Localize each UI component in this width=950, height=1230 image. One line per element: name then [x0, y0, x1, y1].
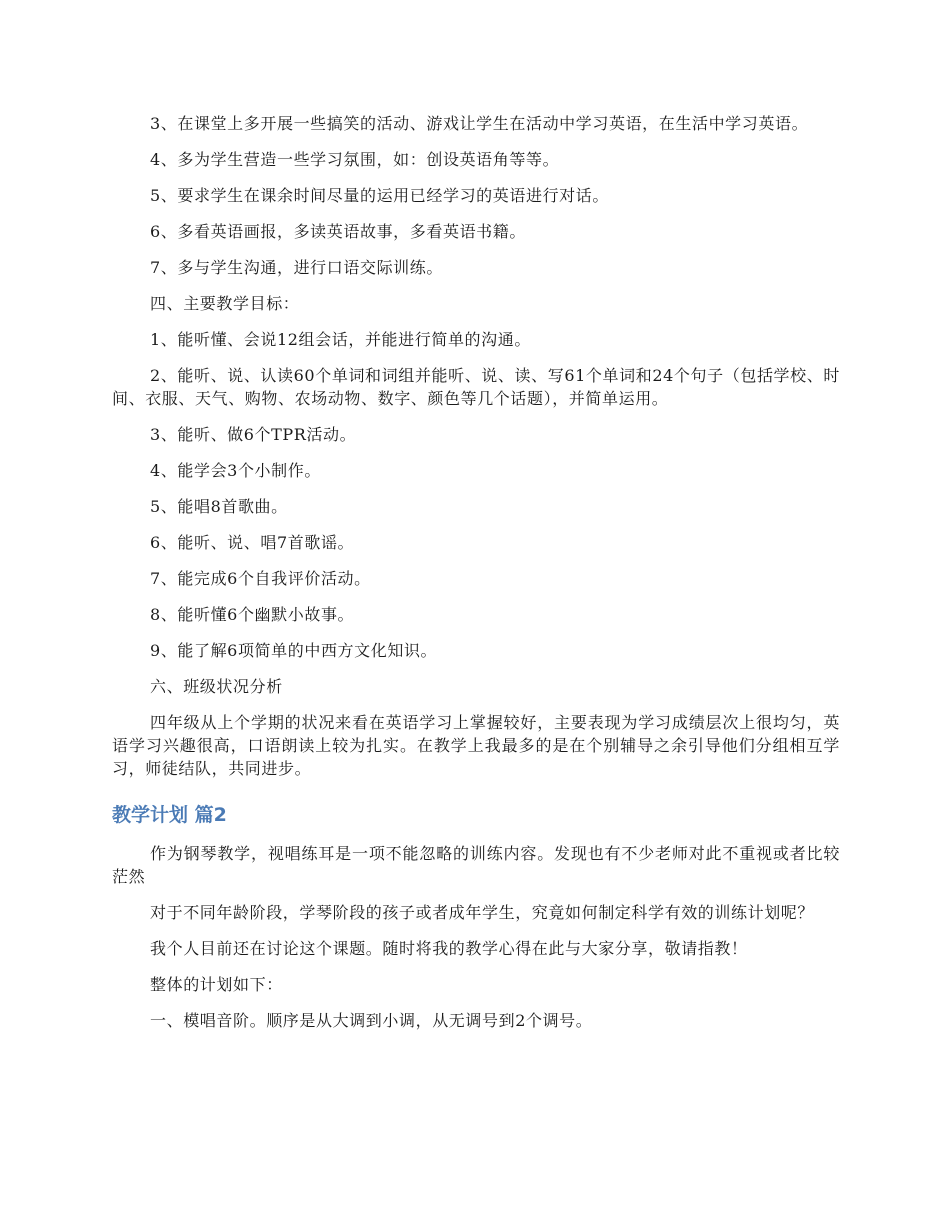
paragraph: 7、能完成6个自我评价活动。: [150, 569, 371, 588]
paragraph: 四年级从上个学期的状况来看在英语学习上掌握较好，主要表现为学习成绩层次上很均匀，英语学习兴趣很高，口语朗读上较为扎实。在教学上我最多的是在个别辅导之余引导他们分组相互学习，师徒结队，共同进步。: [112, 713, 840, 778]
paragraph: 6、多看英语画报，多读英语故事，多看英语书籍。: [150, 222, 526, 241]
paragraph: 6、能听、说、唱7首歌谣。: [150, 533, 355, 552]
paragraph: 1、能听懂、会说12组会话，并能进行简单的沟通。: [150, 330, 531, 349]
subheading-teaching-goals: 四、主要教学目标：: [150, 294, 300, 313]
paragraph: 8、能听懂6个幽默小故事。: [150, 605, 355, 624]
paragraph: 作为钢琴教学，视唱练耳是一项不能忽略的训练内容。发现也有不少老师对此不重视或者比较茫然: [112, 844, 840, 886]
paragraph: 一、模唱音阶。顺序是从大调到小调，从无调号到2个调号。: [150, 1011, 593, 1030]
paragraph: 我个人目前还在讨论这个课题。随时将我的教学心得在此与大家分享，敬请指教！: [150, 939, 748, 958]
paragraph: 9、能了解6项简单的中西方文化知识。: [150, 641, 438, 660]
paragraph: 2、能听、说、认读60个单词和词组并能听、说、读、写61个单词和24个句子（包括学校、时间、衣服、天气、购物、农场动物、数字、颜色等几个话题），并简单运用。: [112, 366, 840, 408]
section-1-body: [112, 112, 840, 780]
paragraph: 对于不同年龄阶段，学琴阶段的孩子或者成年学生，究竟如何制定科学有效的训练计划呢？: [150, 903, 815, 922]
section-2-body: [112, 842, 840, 1032]
paragraph: 4、能学会3个小制作。: [150, 461, 321, 480]
paragraph: 整体的计划如下：: [150, 975, 283, 994]
paragraph: 4、多为学生营造一些学习氛围，如：创设英语角等等。: [150, 150, 560, 169]
subheading-class-analysis: 六、班级状况分析: [150, 677, 283, 696]
paragraph: 5、要求学生在课余时间尽量的运用已经学习的英语进行对话。: [150, 186, 609, 205]
section-2-heading: 教学计划 篇2: [112, 804, 227, 826]
paragraph: 3、在课堂上多开展一些搞笑的活动、游戏让学生在活动中学习英语，在生活中学习英语。: [150, 114, 809, 133]
paragraph: 5、能唱8首歌曲。: [150, 497, 288, 516]
paragraph: 3、能听、做6个TPR活动。: [150, 425, 357, 444]
paragraph: 7、多与学生沟通，进行口语交际训练。: [150, 258, 443, 277]
